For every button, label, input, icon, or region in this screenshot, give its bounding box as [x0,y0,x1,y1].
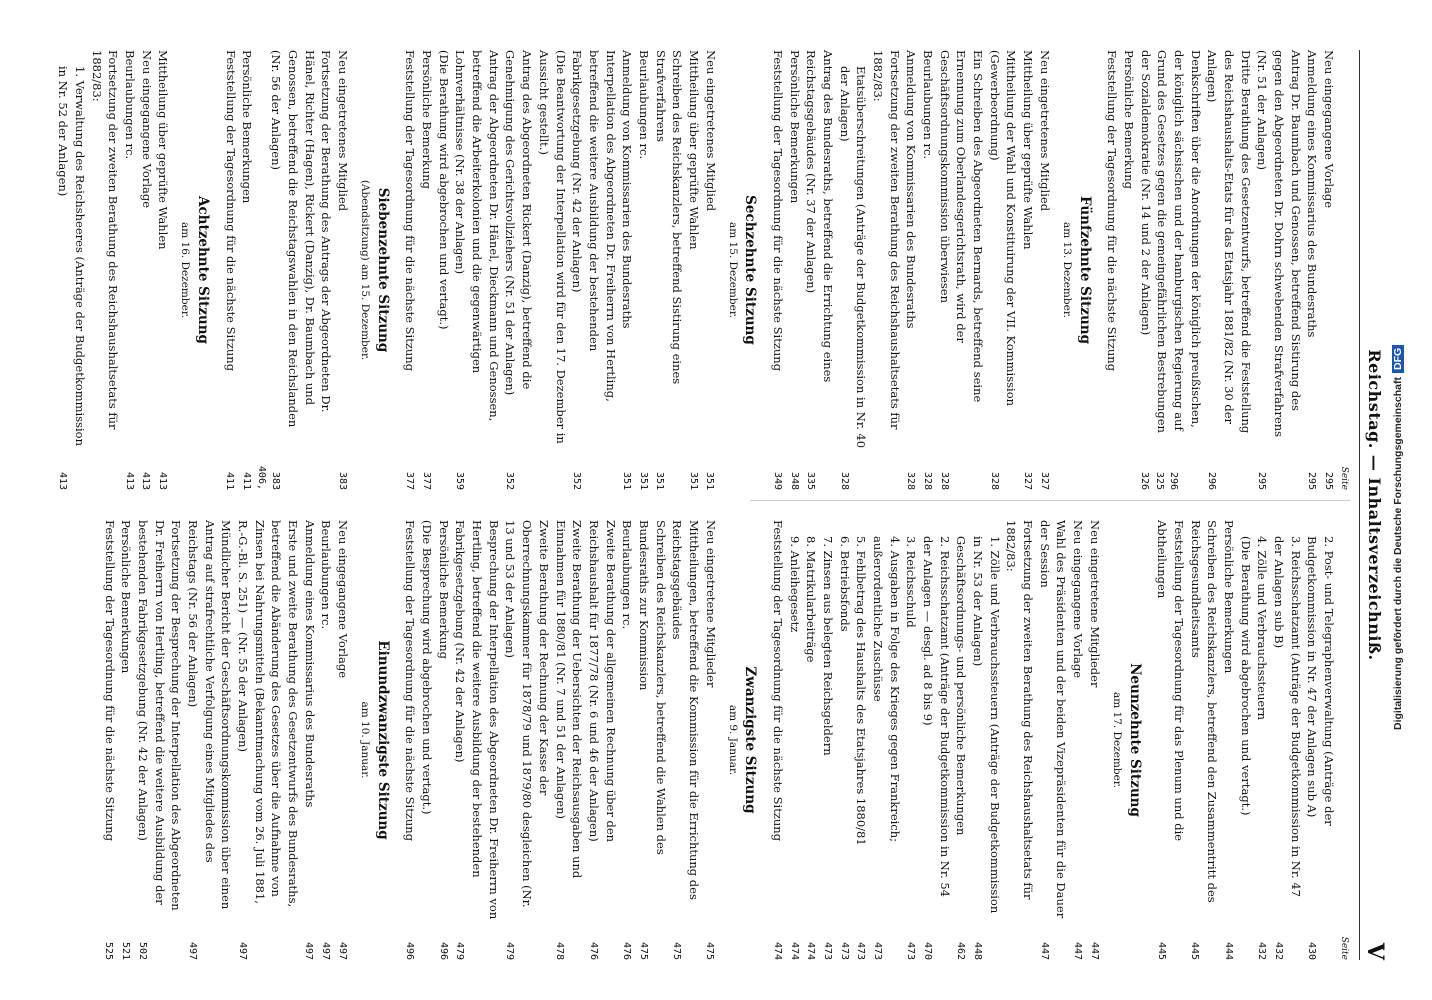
toc-entry [452,520,502,960]
toc-entry-page: 521 [120,941,132,960]
toc-entry-page: 383 [270,471,282,490]
toc-entry-page: 473 [821,941,833,960]
toc-entry [134,520,184,960]
toc-entry-text: Schreiben des Reichskanzlers, betreffend die Wahlen des Bundesraths zur Kommission [636,520,668,855]
toc-entry [619,50,636,490]
toc-entry [569,50,619,490]
toc-entry [239,50,268,490]
toc-entry [1220,520,1237,960]
toc-entry-text: 5. Fehlbetrag des Haushalts des Etatsjahres 1880/81 [854,536,869,846]
toc-entry-text: Mittheilung über geprüfte Wahlen [156,50,171,250]
toc-entry [903,520,920,960]
toc-entry-text: Antrag des Abgeordneten Rickert (Danzig), betreffend die Genehmigung des Gerichtsvollziehers (Nr. 51 der Anlagen) [503,50,535,396]
toc-entry-text: Schreiben des Reichskanzlers, betreffend Sistirung eines Strafverfahrens [653,50,685,385]
toc-entry-page: 448 [971,941,983,960]
left-column [55,50,1351,490]
toc-entry-page: 474 [805,941,817,960]
toc-entry-page: 462 [955,941,967,960]
toc-entry [1254,50,1304,490]
toc-entry-page: 295 [1256,471,1268,490]
toc-entry [1069,520,1086,960]
toc-entry [635,520,668,960]
toc-entry [836,50,869,490]
sitting-heading: Zwanzigste Sitzung [742,666,759,814]
toc-entry-text: Mittheilung der Wahl und Konstituirung der VII. Kommission (Gewerbeordnung) [987,50,1019,407]
sitting-date: am 9. Januar. [726,704,739,776]
toc-entry-page: 445 [1189,941,1201,960]
toc-entry-page: 432 [1272,941,1284,960]
toc-entry-page: 335 [805,471,817,490]
toc-entry [1036,520,1069,960]
toc-entry-page: 474 [771,941,783,960]
toc-entry-page: 351 [704,471,716,490]
sitting-date: am 13. Dezember. [1060,221,1073,319]
toc-entry [903,50,920,490]
sitting-heading: Achtzehnte Sitzung [194,195,211,344]
toc-entry [55,50,88,490]
toc-entry-page: 475 [704,941,716,960]
toc-entry [138,50,155,490]
sitting-date: am 17. Dezember. [1111,691,1123,789]
toc-entry-page: 473 [871,941,883,960]
toc-entry [1104,50,1121,490]
toc-entry-text: Ein Schreiben des Abgeordneten Bernards, betreffend seine Ernennung zum Oberlandesgerichtsrath, wird der Geschäftsordnungskommission überwiesen [937,50,986,403]
dfg-logo: DFG [1392,345,1404,373]
toc-entry-text: Anmeldung von Kommissarien des Bundesraths [620,50,635,329]
toc-entry [184,520,234,960]
toc-entry [1237,520,1254,960]
toc-entry-text: 3. Reichsschatzamt (Anträge der Budgetkommission in Nr. 47 der Anlagen sub B) [1271,536,1303,897]
toc-entry [969,520,1002,960]
toc-entry [769,50,786,490]
toc-entry-page: 296 [1206,471,1218,490]
toc-entry [535,50,568,490]
toc-entry-page: 475 [671,941,683,960]
toc-entry-page: 497 [186,941,198,960]
toc-entry [121,50,138,490]
toc-entry [402,520,419,960]
toc-entry-text: (Die Beantwortung der Interpellation wird für den 17. Dezember in Aussicht gestellt.) [536,50,568,444]
toc-entry [435,520,452,960]
toc-entry-page: 295 [1306,471,1318,490]
toc-entry-text: Antrag des Bundesraths, betreffend die Errichtung eines Reichstagsgebäudes (Nr. 37 der Anlagen) [804,50,836,383]
toc-entry-text: Neu eingetretene Mitglieder [703,520,718,688]
toc-entry-text: Wahl des Präsidenten und der beiden Vizepräsidenten für die Dauer der Session [1037,520,1069,919]
toc-entry [1137,50,1204,490]
toc-entry [619,520,636,960]
toc-entry [1187,520,1220,960]
toc-entry-text: Beurlaubungen rc. [620,520,635,630]
toc-entry-text: Feststellung der Tagesordnung für die nächste Sitzung [223,50,238,372]
toc-entry-page: 497 [236,941,248,960]
toc-entry-page: 411 [224,471,236,490]
toc-entry-page: 377 [420,471,432,490]
toc-entry [803,520,820,960]
toc-entry-page: 327 [1038,471,1050,490]
toc-entry-text: Neu eingegangene Vorlage [336,520,351,679]
toc-entry [919,50,936,490]
toc-entry [869,520,902,960]
toc-entry-text: Feststellung der Tagesordnung für die nächste Sitzung [403,50,418,372]
toc-entry-page: 413 [140,471,152,490]
toc-entry [1304,520,1337,960]
toc-entry-text: Mittheilung über geprüfte Wahlen [1021,50,1036,250]
toc-entry-text: 4. Zölle und Verbrauchssteuern [1255,536,1270,721]
toc-entry-page: 328 [988,471,1000,490]
toc-entry-page: 351 [621,471,633,490]
toc-entry-page: 349 [771,471,783,490]
toc-entry-text: Feststellung der Tagesordnung für die nächste Sitzung [102,520,117,842]
document-page [0,30,1390,970]
toc-entry-text: (Die Berathung wird abgebrochen und vertagt.) [436,50,451,330]
toc-entry [786,50,803,490]
toc-entry-text: Dritte Berathung des Gesetzentwurfs, betreffend die Feststellung des Reichshaushalts-Etats für das Etatsjahr 1881/82 (Nr. 30 der Anlagen) [1205,50,1253,434]
toc-entry-text: Beurlaubungen rc. [319,520,334,630]
seite-label: Seite [1339,466,1349,490]
toc-entry [803,50,836,490]
toc-entry [334,520,351,960]
right-column [101,520,1350,960]
toc-entry [301,520,318,960]
toc-entry-text: Fortsetzung der Besprechung der Interpellation des Abgeordneten Dr. Freiherrn von Hertling, betreffend die weitere Ausbildung der bestehenden Fabrikgesetzgebung (Nr. 42 der Anlagen) [135,520,184,911]
toc-entry [702,520,719,960]
right-entries [101,520,1337,960]
seite-label-right: Seite [1339,936,1349,960]
toc-entry [1003,520,1036,960]
toc-entry-page: 496 [437,941,449,960]
sitting-date: am 15. Dezember. [726,221,739,319]
toc-entry-page: 502 [136,941,148,960]
dfg-credit [1392,270,1404,730]
toc-entry-page: 377 [404,471,416,490]
toc-entry-text: Etatsüberschreitungen (Anträge der Budgetkommission in Nr. 40 der Anlagen) [837,66,869,449]
toc-entry [819,520,836,960]
toc-entry-page: 476 [621,941,633,960]
toc-entry-page: 352 [571,471,583,490]
toc-entry [1270,520,1303,960]
toc-entry-page: 296 325 326 [1139,471,1180,490]
toc-entry [1120,50,1137,490]
toc-entry-page: 497 [336,941,348,960]
toc-entry [418,520,435,960]
toc-entry [88,50,121,490]
toc-entry-text: Erste und zweite Berathung des Gesetzentwurfs des Bundesraths, betreffend die Abänderung des Gesetzes über die Aufnahme von Zinsen bei Nahrungsmitteln (Bekanntmachung vom 26. Juli 1881, R.-G.-Bl. S. 251) — (Nr. 55 der Anlagen) [235,520,300,908]
page-title: Reichstag. — Inhaltsverzeichniß. [1365,349,1384,661]
toc-entry-page: 473 [855,941,867,960]
toc-entry [635,50,652,490]
toc-entry-text: 2. Reichsschatzamt (Anträge der Budgetkommission in Nr. 54 der Anlagen — desgl. ad 8 bis 9) [921,536,952,897]
column-divider [750,500,1350,501]
toc-entry-text: Besprechung der Interpellation des Abgeordneten Dr. Freiherrn von Hertling, betreffend die weitere Ausbildung der bestehenden Fabrikgesetzgebung (Nr. 42 der Anlagen) [453,520,501,920]
toc-entry-page: 497 [320,941,332,960]
toc-entry-text: Zweite Berathung der Rechnung der Kasse der Oberrechnungskammer für 1878/79 und 1879/80 desgleichen (Nr. 13 und 53 der Anlagen) [503,520,551,908]
toc-entry-text: Mittheilung über geprüfte Wahlen [686,50,701,250]
toc-entry-text: Neu eingegangene Vorlage [139,50,154,209]
toc-entry-text: Persönliche Bemerkung [436,520,451,660]
toc-entry-text: Mündlicher Bericht der Geschäftsordnungskommission über einen Antrag auf strafrechtliche Verfolgung eines Mitgliedes des Reichstags (Nr. 56 der Anlagen) [185,520,234,910]
toc-entry-page: 351 [687,471,699,490]
toc-entry-text: Beurlaubungen rc. [921,50,936,160]
toc-entry [1204,50,1254,490]
toc-entry-page: 351 [654,471,666,490]
toc-entry-text: (Die Berathung wird abgebrochen und vertagt.) [1238,536,1253,816]
toc-entry-text: 6. Betriebsfonds [837,536,852,632]
toc-entry [502,50,535,490]
toc-entry [318,520,335,960]
left-entries [55,50,1337,490]
toc-entry-text: Feststellung der Tagesordnung für die nächste Sitzung [771,50,786,372]
toc-entry-page: 479 [454,941,466,960]
toc-entry [402,50,419,490]
toc-entry-text: Fortsetzung der zweiten Berathung des Reichshaushaltsetats für 1882/83: [1004,520,1036,900]
toc-entry-text: Persönliche Bemerkungen [787,50,802,204]
toc-entry [334,50,351,490]
toc-entry-page: 351 [637,471,649,490]
toc-entry [702,50,719,490]
toc-entry-text: Fortsetzung der Berathung des Antrags der Abgeordneten Dr. Hänel, Richter (Hagen), Rickert (Danzig), Dr. Baumbach und Genossen, betreffend die Reichstagswahlen in den Reichslanden (Nr. 56 der Anlagen) [269,50,334,428]
toc-entry [1320,50,1337,490]
toc-entry-text: Persönliche Bemerkungen [119,520,134,674]
toc-entry-page: 447 [1088,941,1100,960]
toc-entry-page: 383 [336,471,348,490]
toc-entry-text: Fortsetzung der zweiten Berathung des Reichshaushaltsetats für 1882/83: [89,50,121,430]
toc-entry [936,50,986,490]
toc-entry-text: Feststellung der Tagesordnung für das Plenum und die Abtheilungen [1155,520,1186,842]
toc-entry [268,50,335,490]
page-header [1359,50,1390,960]
toc-entry [652,50,685,490]
toc-entry-text: Beurlaubungen rc. [122,50,137,160]
toc-entry-page: 327 [1021,471,1033,490]
toc-entry [435,50,452,490]
toc-entry [222,50,239,490]
toc-entry-page: 447 [1038,941,1050,960]
toc-entry [1036,50,1053,490]
toc-entry [1086,520,1103,960]
toc-entry [1304,50,1321,490]
sitting-heading: Neunzehnte Sitzung [1126,663,1143,817]
sitting-heading: Sechzehnte Sitzung [742,195,759,345]
toc-entry-page: 430 [1306,941,1318,960]
sitting-date: (Abendsitzung) am 15. Dezember. [359,179,372,361]
toc-entry-page: 473 [905,941,917,960]
toc-entry-page: 413 [157,471,169,490]
toc-entry-page: 328 [921,471,933,490]
toc-entry [953,520,970,960]
toc-entry-text: Anmeldung eines Kommissarius des Bundesraths [302,520,317,808]
toc-entry-text: Persönliche Bemerkungen [240,50,255,204]
toc-entry-text: Neu eingetretenes Mitglied [703,50,718,212]
toc-entry [552,520,585,960]
toc-entry-text: 3. Reichsschuld [904,536,919,628]
toc-entry-text: Beurlaubungen rc. [636,50,651,160]
toc-entry-text: 1. Zölle und Verbrauchssteuern (Anträge der Budgetkommission in Nr. 53 der Anlagen) [971,536,1002,914]
toc-entry-text: 2. Post- und Telegraphenverwaltung (Anträge der Budgetkommission in Nr. 47 der Anlagen sub A) [1305,536,1336,826]
toc-entry-text: Geschäftsordnungs- und persönliche Bemerkungen [954,536,969,836]
toc-entry [452,50,502,490]
toc-entry [418,50,435,490]
toc-entry [685,50,702,490]
toc-entry-page: 473 [838,941,850,960]
toc-entry-text: Persönliche Bemerkung [420,50,435,190]
toc-entry-text: Persönliche Bemerkungen [1221,520,1236,674]
toc-entry-text: 4. Ausgaben in Folge des Krieges gegen Frankreich; außerordentliche Zuschüsse [871,536,902,843]
toc-entry-page: 432 [1256,941,1268,960]
dfg-credit-text: Digitalisierung gefördert durch die Deutsche Forschungsgemeinschaft [1392,377,1404,730]
toc-entry-page: 445 [1156,941,1168,960]
toc-entry-text: Neu eingegangene Vorlage [1321,50,1336,209]
toc-entry-text: Feststellung der Tagesordnung für die nächste Sitzung [1105,50,1120,372]
toc-entry [585,520,618,960]
toc-entry-text: 9. Anleihegesetz [787,536,802,633]
toc-entry-page: 352 [504,471,516,490]
toc-entry-text: 1. Verwaltung des Reichsheeres (Anträge der Budgetkommission in Nr. 52 der Anlagen) [56,66,87,447]
toc-entry-page: 525 [103,941,115,960]
sitting-heading: Siebenzehnte Sitzung [374,187,391,353]
toc-entry [836,520,853,960]
toc-entry-text: (Die Besprechung wird abgebrochen und vertagt.) [420,520,435,815]
toc-entry-text: Fortsetzung der zweiten Berathung des Reichshaushaltsetats für 1882/83: [871,50,902,430]
toc-entry [1154,520,1187,960]
sitting-date: am 10. Januar. [359,701,372,779]
toc-entry-page: 496 [404,941,416,960]
toc-entry-page: 348 [788,471,800,490]
toc-entry [118,520,135,960]
toc-entry [101,520,118,960]
toc-entry-page: 447 [1071,941,1083,960]
toc-entry-text: 8. Matrikularbeiträge [804,536,819,663]
toc-entry-text: Denkschriften über die Anordnungen der königlich preußischen, der königlich sächsischen und der hamburgischen Regierung auf Grund des Gesetzes gegen die gemeingefährlichen Bestrebungen der Sozialdemokratie (Nr. 14 und 2 der Anlagen) [1138,50,1203,433]
toc-entry-text: Neu eingetretenes Mitglied [336,50,351,212]
toc-entry-page: 475 [637,941,649,960]
toc-entry-text: Neu eingetretenes Mitglied [1037,50,1052,212]
sitting-heading: Einundzwanzigste Sitzung [374,640,391,840]
toc-entry [919,520,952,960]
toc-entry-page: 478 [554,941,566,960]
toc-entry [669,520,702,960]
toc-entry-text: Anmeldung von Kommissarien des Bundesraths [904,50,919,329]
toc-entry-page: 328 [838,471,850,490]
toc-entry-page: 444 [1222,941,1234,960]
page-number: V [1362,942,1388,960]
toc-entry-page: 413 [57,471,68,490]
toc-entry-page: 497 [303,941,315,960]
toc-entry-page: 359 [454,471,466,490]
toc-entry-page: 470 [921,941,933,960]
toc-entry-page: 479 [504,941,516,960]
toc-entry-page: 295 [1322,471,1334,490]
toc-entry [986,50,1019,490]
toc-entry-page: 476 [587,941,599,960]
toc-entry-page: 328 [938,471,950,490]
toc-entry-page: 474 [788,941,800,960]
toc-entry-page: 328 [905,471,917,490]
toc-entry-page: 413 [123,471,135,490]
toc-entry [1254,520,1271,960]
sitting-date: am 16. Dezember. [179,221,192,319]
toc-entry [853,520,870,960]
toc-entry [502,520,552,960]
toc-entry-text: Antrag Dr. Baumbach und Genossen, betreffend Sistirung des gegen den Abgeordneten Dr. Dohrn schwebenden Strafverfahrens (Nr. 51 der Anlagen) [1255,50,1303,438]
toc-entry [786,520,803,960]
toc-entry-text: 7. Zinsen aus belegten Reichsgeldern [821,536,836,756]
toc-entry-page: 406, 411 [241,465,267,490]
toc-entry-text: Zweite Berathung der Uebersichten der Reichsausgaben und Einnahmen für 1880/81 (Nr. 7 und 51 der Anlagen) [553,520,585,879]
sitting-heading: Fünfzehnte Sitzung [1076,195,1093,345]
toc-entry-text: Persönliche Bemerkung [1121,50,1136,190]
toc-entry-text: Feststellung der Tagesordnung für die nächste Sitzung [403,520,418,842]
toc-entry-text: Neu eingetretene Mitglieder [1087,520,1102,688]
toc-entry [869,50,902,490]
toc-entry-text: Neu eingegangene Vorlage [1071,520,1086,679]
toc-entry-text: Zweite Berathung der allgemeinen Rechnung über den Reichshaushalt für 1877/78 (Nr. 6 und 46 der Anlagen) [586,520,618,843]
toc-entry [155,50,172,490]
toc-entry [1019,50,1036,490]
toc-entry-text: Feststellung der Tagesordnung für die nächste Sitzung [771,520,786,842]
toc-entry-text: Interpellation des Abgeordneten Dr. Freiherrn von Hertling, betreffend die weitere Ausbildung der bestehenden Fabrikgesetzgebung (Nr. 42 der Anlagen) [570,50,618,402]
toc-entry [769,520,786,960]
toc-entry-text: Anmeldung eines Kommissarius des Bundesraths [1305,50,1320,338]
toc-entry-text: Mittheilungen, betreffend die Kommission für die Errichtung des Reichstagsgebäudes [670,520,701,900]
toc-entry-text: Schreiben des Reichskanzlers, betreffend den Zusammentritt des Reichsgesundheitsamts [1188,520,1220,903]
toc-entry [234,520,301,960]
toc-entry-text: Antrag der Abgeordneten Dr. Hänel, Dieckmann und Genossen, betreffend die Arbeiterkolonien und die gegenwärtigen Lohnverhältnisse (Nr. 38 der Anlagen) [453,50,501,422]
